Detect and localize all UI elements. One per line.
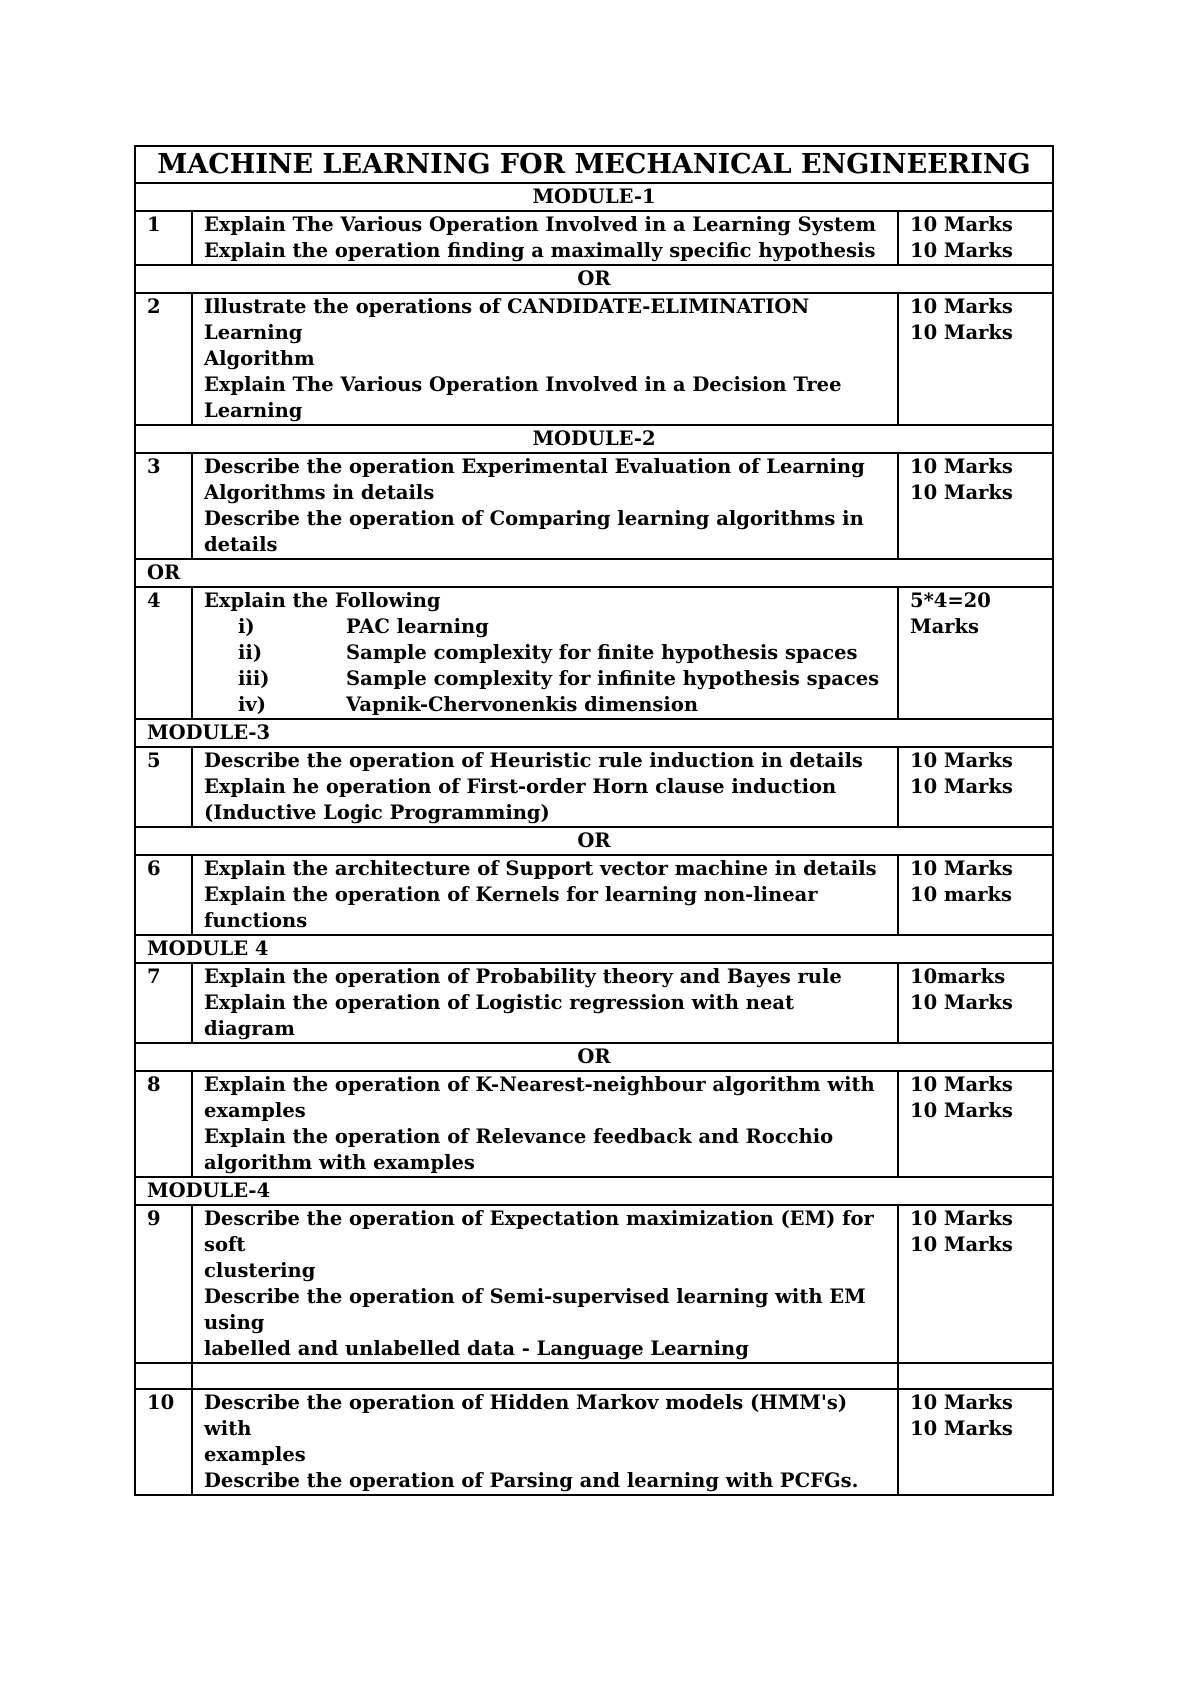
roman-numeral: ii): [238, 641, 263, 664]
question-number: 3: [135, 453, 192, 559]
question-text: [192, 587, 898, 719]
question-row: [135, 1205, 1053, 1363]
question-line: Explain The Various Operation Involved in a Decision Tree: [204, 373, 842, 396]
question-line: labelled and unlabelled data - Language Learning: [204, 1337, 749, 1360]
question-paper-table: [134, 145, 1054, 1496]
question-number: 8: [135, 1071, 192, 1177]
sub-item-text: Vapnik-Chervonenkis dimension: [346, 693, 698, 716]
question-number: 9: [135, 1205, 192, 1363]
question-line: Explain the operation finding a maximally specific hypothesis: [204, 239, 876, 262]
roman-numeral: iv): [238, 693, 266, 716]
section-row: [135, 183, 1053, 211]
section-row: [135, 1043, 1053, 1071]
marks-label: 10 Marks: [910, 1417, 1013, 1440]
or-separator: OR: [135, 1043, 1053, 1071]
question-row: [135, 211, 1053, 265]
question-line: Algorithm: [204, 347, 315, 370]
sub-item-text: Sample complexity for infinite hypothesis spaces: [346, 667, 880, 690]
title-row: [135, 146, 1053, 183]
question-line: Explain The Various Operation Involved in a Learning System: [204, 213, 877, 236]
marks-label: 10 Marks: [910, 857, 1013, 880]
question-line: examples: [204, 1099, 306, 1122]
question-row: [135, 587, 1053, 719]
question-marks: [898, 963, 1053, 1043]
marks-label: 10 Marks: [910, 1391, 1013, 1414]
page-title: MACHINE LEARNING FOR MECHANICAL ENGINEERING: [135, 146, 1053, 183]
question-line: Describe the operation of Expectation maximization (EM) for soft: [204, 1207, 874, 1256]
sub-item: [204, 666, 887, 692]
question-row: [135, 963, 1053, 1043]
question-row: [135, 293, 1053, 425]
question-line: Describe the operation of Comparing learning algorithms in: [204, 507, 864, 530]
question-marks: [898, 855, 1053, 935]
or-separator: OR: [135, 559, 1053, 587]
question-line: examples: [204, 1443, 306, 1466]
question-number: 4: [135, 587, 192, 719]
sub-item-text: Sample complexity for finite hypothesis spaces: [346, 641, 858, 664]
roman-numeral: i): [238, 615, 255, 638]
question-number: 2: [135, 293, 192, 425]
question-marks: [898, 293, 1053, 425]
sub-item-text: PAC learning: [346, 615, 489, 638]
marks-label: 10 Marks: [910, 455, 1013, 478]
question-marks: [898, 211, 1053, 265]
question-marks: [898, 747, 1053, 827]
marks-label: 10 Marks: [910, 749, 1013, 772]
question-marks: [898, 587, 1053, 719]
marks-label: 10 Marks: [910, 321, 1013, 344]
question-line: Algorithms in details: [204, 481, 435, 504]
question-line: Explain the Following: [204, 589, 441, 612]
marks-label: 10 Marks: [910, 1233, 1013, 1256]
question-marks: [898, 453, 1053, 559]
question-number: 5: [135, 747, 192, 827]
section-row: [135, 265, 1053, 293]
question-marks: [898, 1205, 1053, 1363]
question-text: [192, 211, 898, 265]
question-text: [192, 855, 898, 935]
marks-label: Marks: [910, 615, 979, 638]
sub-item: [204, 692, 887, 718]
question-line: Describe the operation of Parsing and learning with PCFGs.: [204, 1469, 859, 1492]
section-row: [135, 935, 1053, 963]
question-line: algorithm with examples: [204, 1151, 475, 1174]
question-line: Explain he operation of First-order Horn clause induction: [204, 775, 837, 798]
question-text: [192, 1205, 898, 1363]
blank-cell: [135, 1363, 192, 1389]
question-line: Explain the operation of Relevance feedback and Rocchio: [204, 1125, 834, 1148]
sub-item: [204, 614, 887, 640]
question-text: [192, 963, 898, 1043]
marks-label: 10 Marks: [910, 1207, 1013, 1230]
marks-label: 10marks: [910, 965, 1006, 988]
question-line: (Inductive Logic Programming): [204, 801, 550, 824]
question-text: [192, 453, 898, 559]
question-text: [192, 1071, 898, 1177]
question-line: Explain the operation of K-Nearest-neighbour algorithm with: [204, 1073, 875, 1096]
roman-numeral: iii): [238, 667, 270, 690]
blank-cell: [192, 1363, 898, 1389]
module-heading: MODULE-3: [135, 719, 1053, 747]
question-line: clustering: [204, 1259, 316, 1282]
module-heading: MODULE-4: [135, 1177, 1053, 1205]
marks-label: 10 Marks: [910, 295, 1013, 318]
section-row: [135, 559, 1053, 587]
question-marks: [898, 1389, 1053, 1495]
question-line: Describe the operation of Heuristic rule induction in details: [204, 749, 863, 772]
section-row: [135, 425, 1053, 453]
marks-label: 10 Marks: [910, 1099, 1013, 1122]
question-number: 6: [135, 855, 192, 935]
or-separator: OR: [135, 265, 1053, 293]
marks-label: 10 marks: [910, 883, 1012, 906]
module-heading: MODULE 4: [135, 935, 1053, 963]
question-text: [192, 1389, 898, 1495]
blank-row: [135, 1363, 1053, 1389]
question-number: 10: [135, 1389, 192, 1495]
question-line: Explain the operation of Kernels for learning non-linear functions: [204, 883, 818, 932]
section-row: [135, 719, 1053, 747]
sub-item: [204, 640, 887, 666]
question-line: Learning: [204, 399, 303, 422]
marks-label: 10 Marks: [910, 481, 1013, 504]
or-separator: OR: [135, 827, 1053, 855]
question-row: [135, 1071, 1053, 1177]
module-heading: MODULE-2: [135, 425, 1053, 453]
marks-label: 10 Marks: [910, 1073, 1013, 1096]
question-text: [192, 293, 898, 425]
blank-cell: [898, 1363, 1053, 1389]
question-line: Describe the operation Experimental Evaluation of Learning: [204, 455, 865, 478]
marks-label: 10 Marks: [910, 991, 1013, 1014]
question-line: Describe the operation of Semi-supervised learning with EM using: [204, 1285, 866, 1334]
question-row: [135, 747, 1053, 827]
question-number: 1: [135, 211, 192, 265]
question-marks: [898, 1071, 1053, 1177]
question-line: Illustrate the operations of CANDIDATE-ELIMINATION Learning: [204, 295, 810, 344]
section-row: [135, 827, 1053, 855]
question-line: Describe the operation of Hidden Markov models (HMM's) with: [204, 1391, 848, 1440]
question-line: Explain the architecture of Support vector machine in details: [204, 857, 877, 880]
marks-label: 10 Marks: [910, 775, 1013, 798]
marks-label: 10 Marks: [910, 239, 1013, 262]
module-heading: MODULE-1: [135, 183, 1053, 211]
section-row: [135, 1177, 1053, 1205]
question-number: 7: [135, 963, 192, 1043]
question-line: details: [204, 533, 278, 556]
question-line: Explain the operation of Probability theory and Bayes rule: [204, 965, 842, 988]
marks-label: 5*4=20: [910, 589, 991, 612]
question-line: Explain the operation of Logistic regression with neat diagram: [204, 991, 794, 1040]
marks-label: 10 Marks: [910, 213, 1013, 236]
question-row: [135, 855, 1053, 935]
question-row: [135, 453, 1053, 559]
question-text: [192, 747, 898, 827]
question-row: [135, 1389, 1053, 1495]
